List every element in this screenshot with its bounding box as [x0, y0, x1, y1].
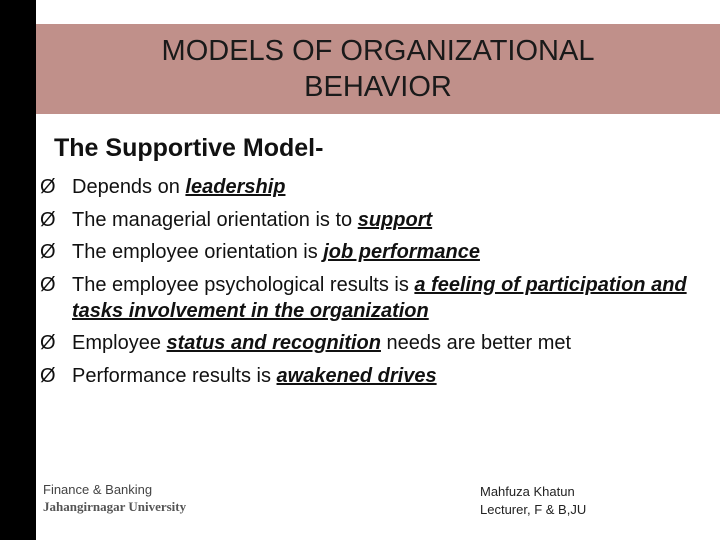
- bullet-list: [40, 174, 715, 395]
- footer-author-name: Mahfuza Khatun: [480, 484, 575, 499]
- bullet-suffix: needs are better met: [380, 332, 572, 354]
- bullet-item: [40, 239, 715, 265]
- footer-author: [480, 483, 586, 519]
- arrow-bullet-icon: Ø: [40, 364, 56, 387]
- arrow-bullet-icon: Ø: [40, 273, 56, 296]
- bullet-text: Depends on: [72, 176, 186, 198]
- bullet-emphasis: support: [357, 208, 433, 231]
- bullet-emphasis: awakened drives: [276, 364, 437, 387]
- footer-department-name: Finance & Banking: [43, 482, 153, 497]
- bullet-emphasis: status and recognition: [166, 332, 381, 354]
- footer-department: [43, 482, 186, 516]
- bullet-emphasis: a feeling of participation and tasks involvement in the organization: [72, 273, 687, 322]
- bullet-text: The managerial orientation is to: [72, 208, 358, 231]
- bullet-text: Performance results is: [72, 364, 277, 387]
- bullet-emphasis: job performance: [323, 241, 480, 263]
- bullet-item: [40, 207, 715, 233]
- arrow-bullet-icon: Ø: [40, 332, 56, 354]
- bullet-text: The employee orientation is: [72, 241, 324, 263]
- bullet-text: The employee psychological results is: [72, 273, 415, 296]
- title-banner: [36, 24, 720, 114]
- arrow-bullet-icon: Ø: [40, 241, 56, 263]
- footer-author-title: Lecturer, F & B,JU: [480, 502, 587, 517]
- slide-title-line-1: MODELS OF ORGANIZATIONAL: [161, 35, 595, 67]
- bullet-item: [40, 272, 715, 324]
- arrow-bullet-icon: Ø: [40, 176, 56, 198]
- bullet-item: [40, 174, 715, 200]
- bullet-text: Employee: [72, 332, 167, 354]
- bullet-item: [40, 363, 715, 389]
- arrow-bullet-icon: Ø: [40, 208, 56, 231]
- footer-university-name: Jahangirnagar University: [43, 499, 187, 514]
- bullet-item: [40, 330, 715, 356]
- section-heading: The Supportive Model-: [54, 134, 324, 162]
- bullet-emphasis: leadership: [185, 176, 286, 198]
- left-accent-bar: [0, 0, 36, 540]
- slide-title-line-2: BEHAVIOR: [304, 71, 452, 103]
